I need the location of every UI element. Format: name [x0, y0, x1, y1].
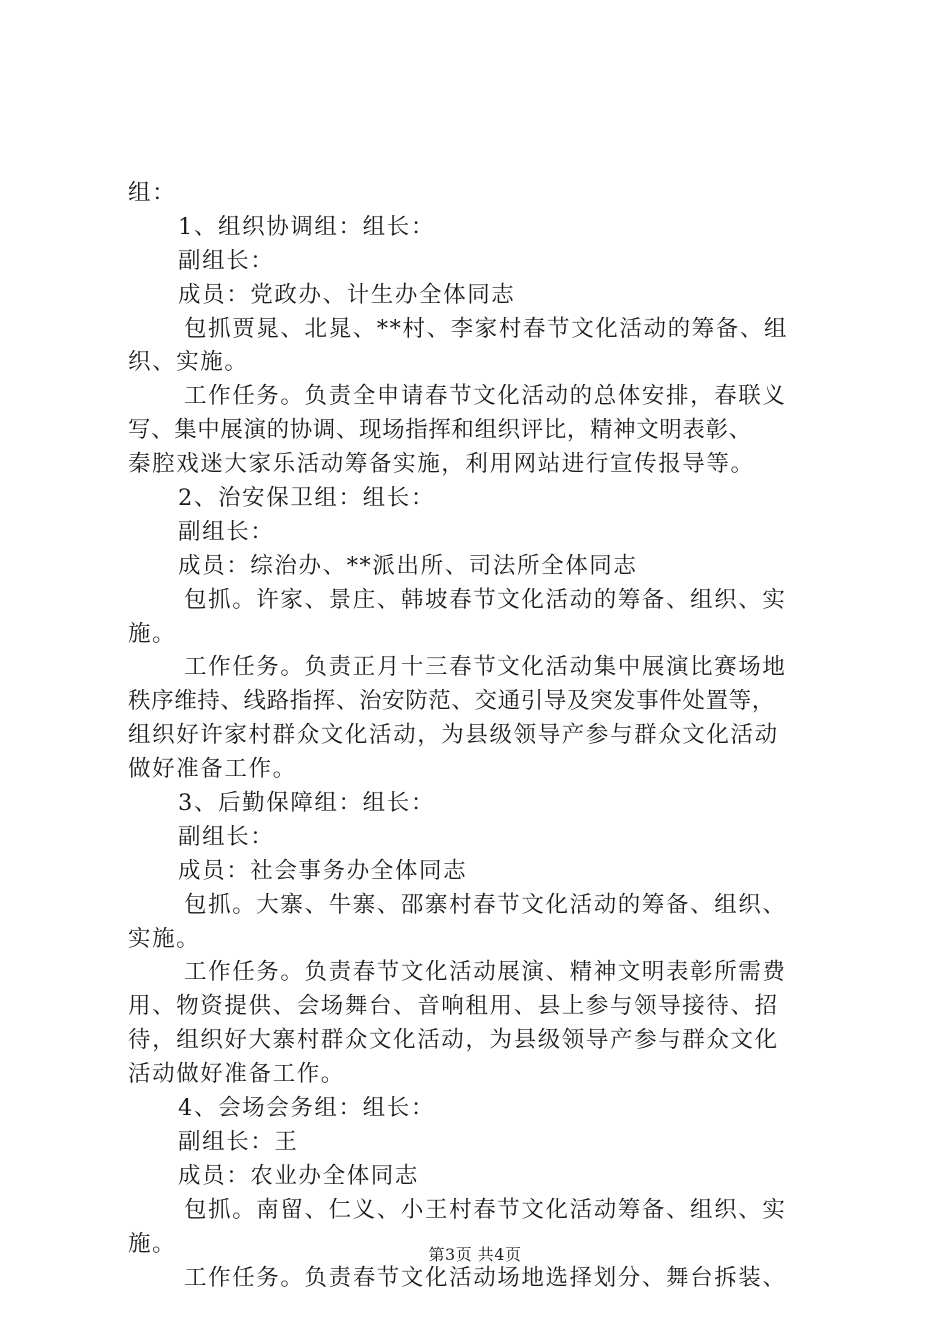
text-line: 用、物资提供、会场舞台、音响租用、县上参与领导接待、招 [128, 993, 779, 1020]
text-line: 包抓贾晁、北晁、**村、李家村春节文化活动的筹备、组 [184, 315, 789, 342]
text-line: 活动做好准备工作。 [128, 1061, 345, 1088]
text-line: 副组长： [178, 518, 275, 545]
text-line: 织、实施。 [128, 349, 249, 376]
text-line: 秦腔戏迷大家乐活动筹备实施，利用网站进行宣传报导等。 [128, 451, 755, 478]
text-line: 待，组织好大寨村群众文化活动，为县级领导产参与群众文化 [128, 1027, 779, 1054]
text-line: 施。 [128, 1230, 177, 1257]
text-line: 工作任务。负责正月十三春节文化活动集中展演比赛场地 [184, 654, 787, 681]
text-line: 写、集中展演的协调、现场指挥和组织评比，精神文明表彰、 [128, 417, 752, 444]
text-line: 组织好许家村群众文化活动，为县级领导产参与群众文化活动 [128, 722, 779, 749]
text-line: 副组长： [178, 823, 275, 850]
text-line: 成员：综治办、**派出所、司法所全体同志 [178, 552, 638, 579]
text-line: 工作任务。负责春节文化活动场地选择划分、舞台拆装、 [184, 1264, 787, 1291]
section-heading: 1、组织协调组：组长： [178, 213, 435, 240]
text-line: 包抓。许家、景庄、韩坡春节文化活动的筹备、组织、实 [184, 586, 787, 613]
text-line: 工作任务。负责全申请春节文化活动的总体安排，春联义 [184, 383, 787, 410]
text-line: 秩序维持、线路指挥、治安防范、交通引导及突发事件处置等， [128, 688, 775, 715]
page-number-footer: 第3页 共4页 [428, 1245, 522, 1264]
text-line: 组： [128, 180, 177, 206]
text-line: 成员：党政办、计生办全体同志 [178, 281, 516, 308]
section-heading: 3、后勤保障组：组长： [178, 790, 435, 817]
text-line: 工作任务。负责春节文化活动展演、精神文明表彰所需费 [184, 959, 787, 986]
document-body [128, 177, 838, 1295]
text-line: 成员：社会事务办全体同志 [178, 857, 468, 884]
text-line: 包抓。南留、仁义、小王村春节文化活动筹备、组织、实 [184, 1196, 787, 1223]
text-line: 成员：农业办全体同志 [178, 1162, 420, 1189]
text-line: 施。 [128, 620, 177, 647]
text-line: 副组长： [178, 247, 275, 274]
text-line: 副组长：王 [178, 1128, 299, 1155]
section-heading: 4、会场会务组：组长： [178, 1095, 435, 1122]
text-line: 实施。 [128, 925, 201, 952]
section-heading: 2、治安保卫组：组长： [178, 485, 435, 512]
text-line: 做好准备工作。 [128, 756, 297, 783]
text-line: 包抓。大寨、牛寨、邵寨村春节文化活动的筹备、组织、 [184, 891, 787, 918]
